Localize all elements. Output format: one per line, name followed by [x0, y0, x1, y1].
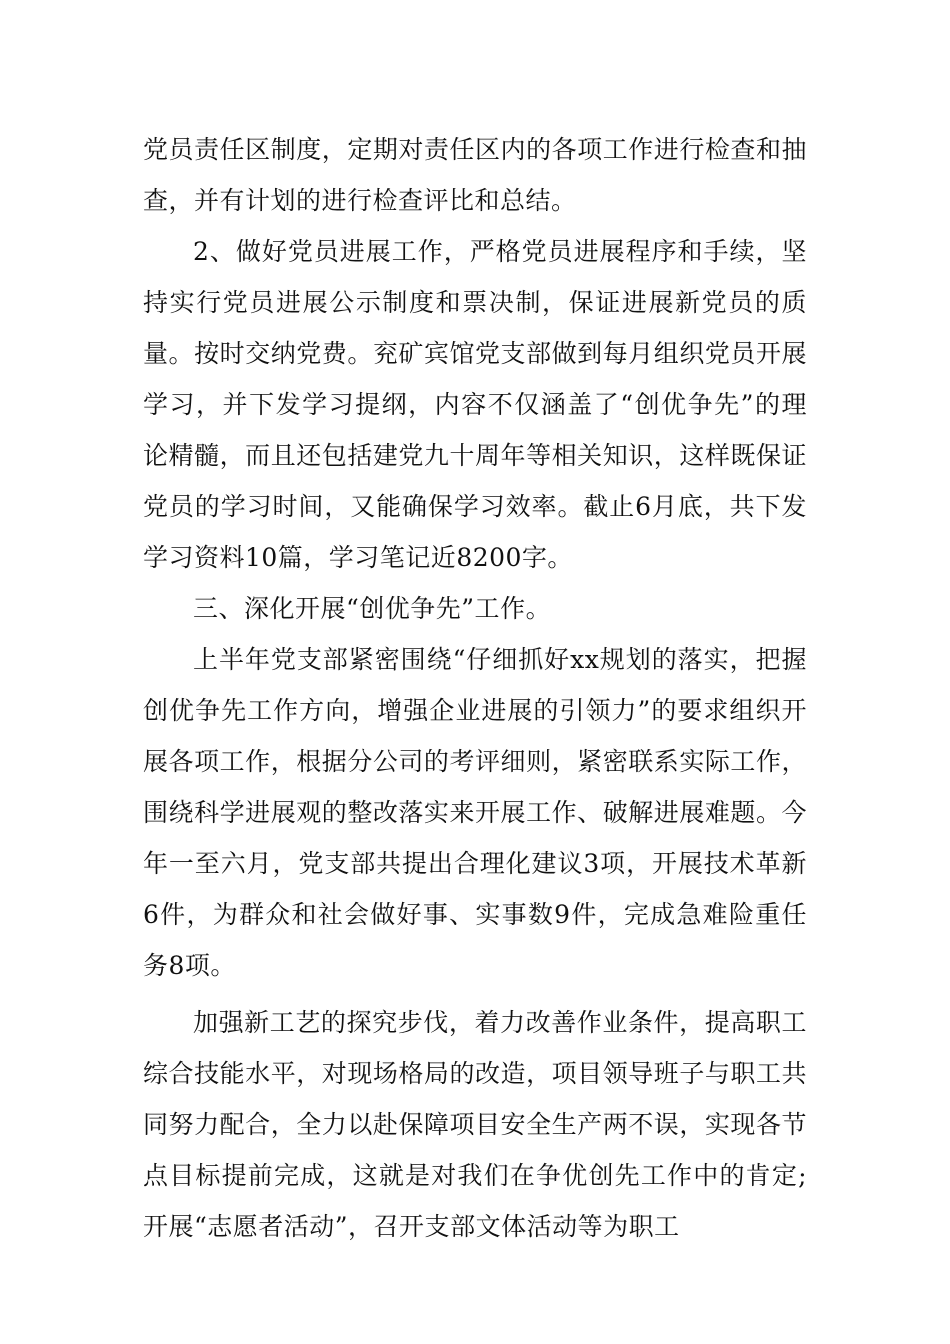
paragraph-member-development: 2、做好党员进展工作，严格党员进展程序和手续，坚持实行党员进展公示制度和票决制，保证进展新党员的质量。按时交纳党费。兖矿宾馆党支部做到每月组织党员开展学习，并下发学习提纲，内容不仅涵盖了“创优争先”的理论精髓，而且还包括建党九十周年等相关知识，这样既保证党员的学习时间，又能确保学习效率。截止6月底，共下发学习资料10篇，学习笔记近8200字。 — [143, 237, 807, 572]
paragraph-first-half-work: 上半年党支部紧密围绕“仔细抓好xx规划的落实，把握创优争先工作方向，增强企业进展的引领力”的要求组织开展各项工作，根据分公司的考评细则，紧密联系实际工作，围绕科学进展观的整改落实来开展工作、破解进展难题。今年一至六月，党支部共提出合理化建议3项，开展技术革新6件，为群众和社会做好事、实事数9件，完成急难险重任务8项。 — [143, 645, 807, 980]
paragraph-new-technology: 加强新工艺的探究步伐，着力改善作业条件，提高职工综合技能水平，对现场格局的改造，项目领导班子与职工共同努力配合，全力以赴保障项目安全生产两不误，实现各节点目标提前完成，这就是对我们在争优创先工作中的肯定;开展“志愿者活动”，召开支部文体活动等为职工 — [143, 1008, 807, 1241]
paragraph-responsibility-area: 党员责任区制度，定期对责任区内的各项工作进行检查和抽查，并有计划的进行检查评比和总结。 — [143, 135, 807, 215]
document-body — [143, 124, 807, 1252]
section-heading-excellence: 三、深化开展“创优争先”工作。 — [193, 594, 552, 623]
